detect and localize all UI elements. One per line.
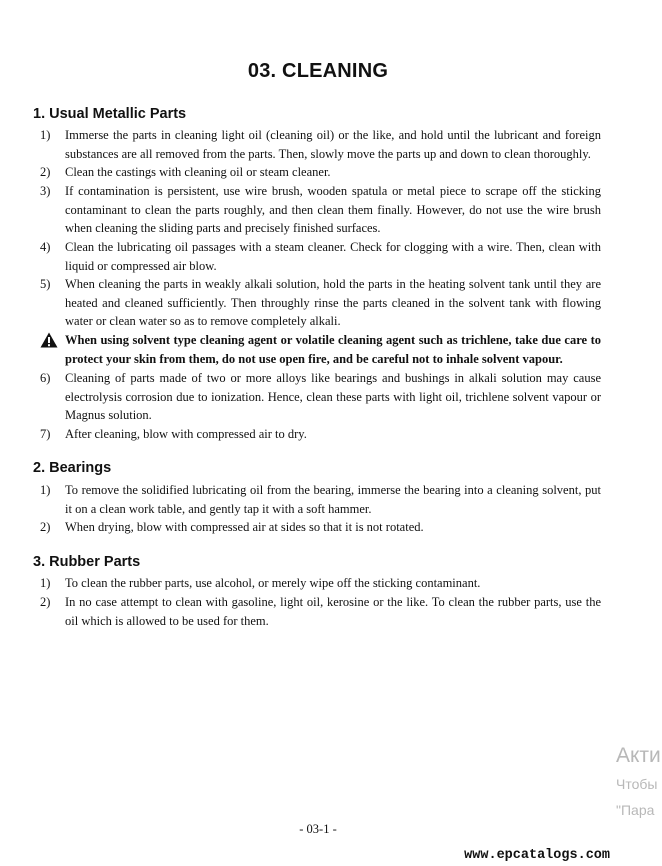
item-number: 4) xyxy=(40,240,51,254)
overlay-note-line3: "Пара xyxy=(616,802,655,818)
item-number: 2) xyxy=(40,165,51,179)
item-number: 2) xyxy=(40,520,51,534)
warning-triangle-icon xyxy=(40,332,58,348)
item-number: 7) xyxy=(40,427,51,441)
item-text: Immerse the parts in cleaning light oil (cleaning oil) or the like, and hold until the lubricant and foreign substances are all removed from the parts. Then, slowly move the parts up and down to clean thoroughly. xyxy=(65,128,601,161)
item-number: 6) xyxy=(40,371,51,385)
item-number: 1) xyxy=(40,483,51,497)
item-text: If contamination is persistent, use wire brush, wooden spatula or metal piece to scrape off the sticking contaminant to clean the parts roughly, and then clean them finally. However, do not use the wire brush when cleaning the sliding parts and precisely finished surfaces. xyxy=(65,184,601,236)
warning-text: When using solvent type cleaning agent or volatile cleaning agent such as trichlene, take due care to protect your skin from them, do not use open fire, and be careful not to inhale solvent vapour. xyxy=(65,333,601,366)
item-number: 2) xyxy=(40,595,51,609)
item-text: When cleaning the parts in weakly alkali solution, hold the parts in the heating solvent tank until they are heated and cleaned sufficiently. Then throughly rinse the parts cleaned in the solvent tank with flowing water or clean water so as to remove completely alkali. xyxy=(65,277,601,329)
item-number: 5) xyxy=(40,277,51,291)
page-title: 03. CLEANING xyxy=(247,60,389,82)
item-number: 3) xyxy=(40,184,51,198)
item-text: Cleaning of parts made of two or more alloys like bearings and bushings in alkali solution may cause electrolysis corrosion due to ionization. Hence, clean these parts with light oil, trichlene solvent vapour or Magnus solution. xyxy=(65,371,601,423)
section-heading-usual-metallic-parts: 1. Usual Metallic Parts xyxy=(33,106,187,122)
item-text: To clean the rubber parts, use alcohol, or merely wipe off the sticking contaminant. xyxy=(65,576,481,590)
item-text: To remove the solidified lubricating oil from the bearing, immerse the bearing into a cleaning solvent, put it on a clean work table, and gently tap it with a soft hammer. xyxy=(65,483,601,516)
overlay-note-line1: Акти xyxy=(616,744,661,767)
item-number: 1) xyxy=(40,128,51,142)
section-heading-rubber-parts: 3. Rubber Parts xyxy=(33,554,141,570)
watermark: www.epcatalogs.com xyxy=(464,848,610,863)
page-number: - 03-1 - xyxy=(299,822,337,836)
item-text: Clean the lubricating oil passages with a steam cleaner. Check for clogging with a wire. Then, clean with liquid or compressed air blow. xyxy=(65,240,601,273)
item-text: In no case attempt to clean with gasoline, light oil, kerosine or the like. To clean the rubber parts, use the oil which is allowed to be used for them. xyxy=(65,595,601,628)
section-heading-bearings: 2. Bearings xyxy=(33,460,112,476)
item-number: 1) xyxy=(40,576,51,590)
overlay-note-line2: Чтобы xyxy=(616,776,658,792)
item-text: When drying, blow with compressed air at sides so that it is not rotated. xyxy=(65,520,424,534)
item-text: Clean the castings with cleaning oil or steam cleaner. xyxy=(65,165,331,179)
item-text: After cleaning, blow with compressed air to dry. xyxy=(65,427,307,441)
